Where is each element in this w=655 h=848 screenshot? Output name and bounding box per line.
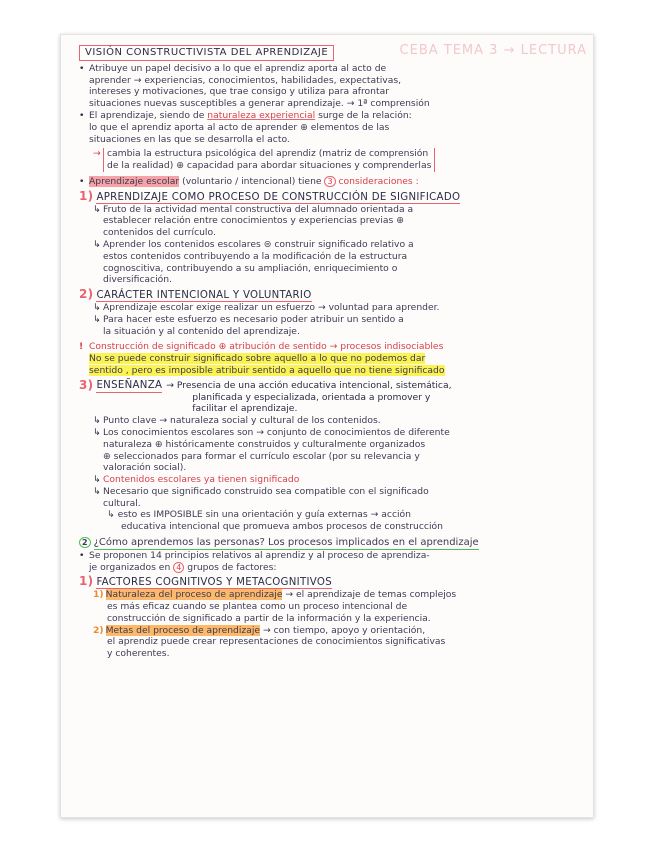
text-line: Aprender los contenidos escolares ⊜ construir significado relativo a: [103, 238, 414, 250]
text-line: ↳ esto es IMPOSIBLE sin una orientación y guía externas → acción: [107, 509, 411, 521]
text-line: aprender → experiencias, conocimientos, habilidades, expectativas,: [89, 74, 402, 86]
bracket-note: [79, 148, 587, 172]
text-line: facilitar el aprendizaje.: [192, 403, 298, 415]
corner-arrow-icon: ↳: [93, 203, 101, 215]
circled-number: 2: [79, 537, 91, 548]
part-2-question: ¿Cómo aprendemos las personas? Los procesos implicados en el aprendizaje: [93, 537, 479, 549]
exclamation-icon: !: [79, 341, 84, 353]
part-2-heading: [79, 537, 587, 550]
text-line: Los conocimientos escolares son → conjunto de conocimientos de diferente: [103, 426, 450, 438]
text-line: cambia la estructura psicológica del aprendiz (matriz de comprensión: [107, 148, 429, 160]
circled-number: 3: [324, 176, 335, 187]
notebook-page: [60, 34, 594, 818]
intro-bullet-2: [79, 110, 587, 145]
text-line: de la realidad) ⊕ capacidad para abordar situaciones y comprenderlas: [107, 160, 432, 172]
arrow-icon: ↳: [93, 415, 101, 427]
bullet-icon: •: [79, 175, 85, 187]
text-line: cognoscitiva, contribuyendo a su ampliación, enriquecimiento o: [103, 262, 398, 274]
text-line: cultural.: [103, 497, 141, 509]
text-line: la situación y al contenido del aprendizaje.: [103, 325, 300, 337]
text-line: 2) Metas del proceso de aprendizaje → con tiempo, apoyo y orientación,: [93, 624, 426, 636]
section-1-heading: 1) APRENDIZAJE COMO PROCESO DE CONSTRUCCIÓN DE SIGNIFICADO: [79, 188, 461, 203]
text-line: Aprendizaje escolar (voluntario / intencional) tiene 3 consideraciones :: [89, 175, 419, 187]
page-title: VISIÓN CONSTRUCTIVISTA DEL APRENDIZAJE: [79, 45, 334, 61]
notes-content: [79, 45, 587, 660]
text-line: Contenidos escolares ya tienen significado: [103, 474, 300, 486]
bullet-icon: •: [79, 549, 85, 561]
text-line: construcción de significado a partir de la información y la experiencia.: [107, 612, 431, 624]
page-title-box: [79, 45, 587, 63]
text-line: Necesario que significado construido sea compatible con el significado: [103, 485, 429, 497]
text-line: je organizados en 4 grupos de factores:: [89, 561, 277, 573]
corner-arrow-icon: ↳: [93, 313, 101, 325]
text-line: Atribuye un papel decisivo a lo que el aprendiz aporta al acto de: [89, 62, 387, 74]
section-3-body: [79, 415, 587, 533]
section-2-heading: 2) CARÁCTER INTENCIONAL Y VOLUNTARIO: [79, 287, 312, 302]
circled-number: 4: [173, 562, 184, 573]
corner-arrow-icon: ↳: [93, 238, 101, 250]
bullet-icon: •: [79, 109, 85, 121]
text-line: Fruto de la actividad mental constructiva del alumnado orientada a: [103, 203, 414, 215]
arrow-icon: ↳: [93, 426, 101, 438]
text-line: Para hacer este esfuerzo es necesario poder atribuir un sentido a: [103, 313, 404, 325]
text-line: 1) Naturaleza del proceso de aprendizaje → el aprendizaje de temas complejos: [93, 589, 457, 601]
section-2-body: [79, 302, 587, 337]
escolar-line: [79, 176, 587, 188]
highlight-aprendizaje-escolar: Aprendizaje escolar: [89, 175, 180, 187]
factors-body: [79, 589, 587, 660]
text-line: naturaleza ⊕ históricamente construidos y culturalmente organizados: [103, 438, 426, 450]
text-line: El aprendizaje, siendo de naturaleza experiencial surge de la relación:: [89, 109, 412, 121]
text-line: → Presencia de una acción educativa intencional, sistemática,: [166, 379, 452, 391]
text-line: Punto clave → naturaleza social y cultural de los contenidos.: [103, 415, 381, 427]
text-line: lo que el aprendiz aporta al acto de aprender ⊕ elementos de las: [89, 121, 390, 133]
factors-heading: 1) FACTORES COGNITIVOS Y METACOGNITIVOS: [79, 574, 332, 589]
text-line: planificada y especializada, orientada a promover y: [192, 391, 431, 403]
bullet-icon: •: [79, 62, 85, 74]
arrow-icon: →: [93, 148, 101, 160]
text-line: contenidos del currículo.: [103, 227, 216, 239]
text-line: es más eficaz cuando se plantea como un proceso intencional de: [107, 601, 408, 613]
text-line: educativa intencional que promueva ambos procesos de construcción: [121, 521, 443, 533]
text-line: situaciones nuevas susceptibles a generar aprendizaje. → 1ª comprensión: [89, 98, 430, 110]
text-line: Aprendizaje escolar exige realizar un esfuerzo → voluntad para aprender.: [103, 301, 440, 313]
arrow-icon: ↳: [93, 474, 101, 486]
part-2-sub: [79, 550, 587, 574]
important-note: [79, 341, 587, 376]
corner-arrow-icon: ↳: [93, 301, 101, 313]
bleed-through-text: CEBA TEMA 3 → LECTURA: [399, 43, 587, 58]
text-line: Se proponen 14 principios relativos al aprendiz y al proceso de aprendiza-: [89, 549, 430, 561]
text-line: establecer relación entre conocimientos y experiencias previas ⊕: [103, 215, 404, 227]
text-line: diversificación.: [103, 274, 173, 286]
text-line: sentido , pero es imposible atribuir sentido a aquello que no tiene significado: [89, 364, 445, 376]
text-line: No se puede construir significado sobre aquello a lo que no podemos dar: [89, 353, 426, 365]
text-line: valoración social).: [103, 462, 187, 474]
text-line: el aprendiz puede crear representaciones de conocimientos significativas: [107, 636, 446, 648]
text-line: y coherentes.: [107, 648, 170, 660]
section-3-heading: 3) ENSEÑANZA → Presencia de una acción educativa intencional, sistemática, planificada y especializada, orientada a promover y facilitar el aprendizaje.: [79, 377, 452, 415]
text-line: Construcción de significado ⊕ atribución de sentido → procesos indisociables: [89, 341, 444, 353]
text-line: intereses y motivaciones, que trae consigo y utiliza para afrontar: [89, 86, 389, 98]
intro-bullet-1: [79, 63, 587, 110]
arrow-icon: ↳: [93, 485, 101, 497]
section-1-body: [79, 204, 587, 287]
text-line: ⊕ seleccionados para formar el currículo escolar (por su relevancia y: [103, 450, 420, 462]
text-line: situaciones en las que se desarrolla el acto.: [89, 133, 290, 145]
text-line: estos contenidos contribuyendo a la modificación de la estructura: [103, 250, 408, 262]
highlight-naturaleza: naturaleza experiencial: [207, 109, 316, 121]
